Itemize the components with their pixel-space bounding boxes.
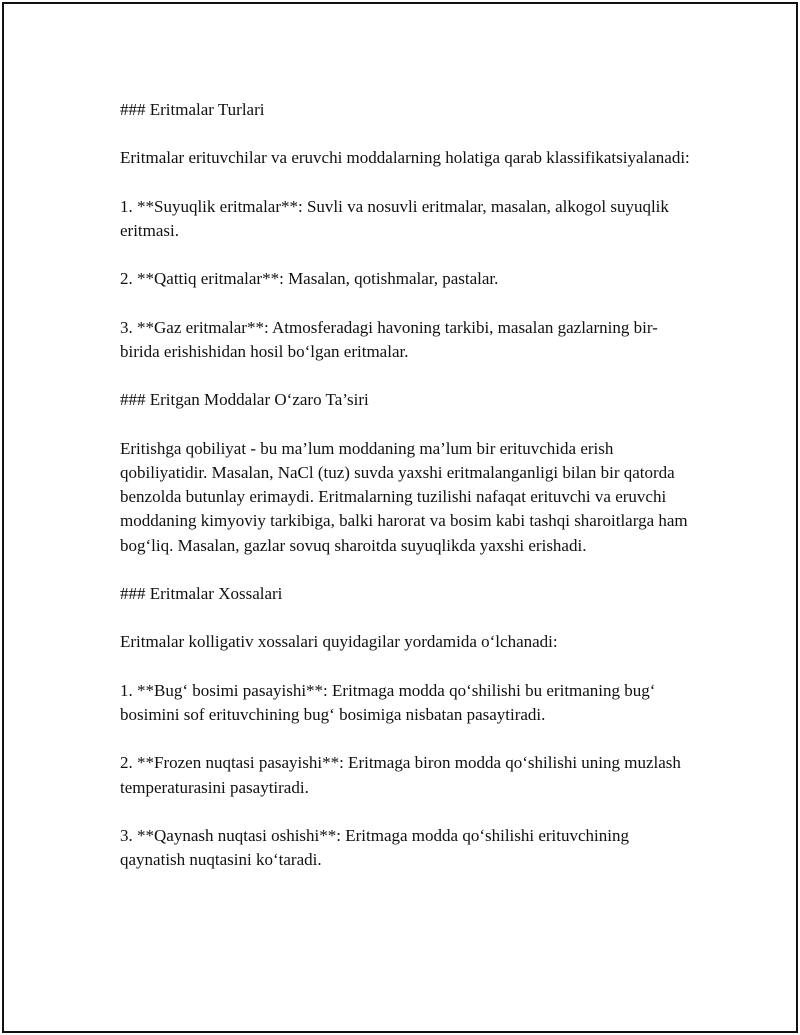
page-frame bbox=[2, 2, 798, 1033]
heading-eritmalar-xossalari: ### Eritmalar Xossalari bbox=[120, 583, 283, 603]
paragraph-kolligativ-xossalar: Eritmalar kolligativ xossalari quyidagilar yordamida o‘lchanadi: bbox=[120, 632, 558, 652]
list-item-suyuqlik-eritmalar: 1. **Suyuqlik eritmalar**: Suvli va nosuvli eritmalar, masalan, alkogol suyuqlik eritmasi. bbox=[120, 196, 669, 240]
document-body bbox=[120, 98, 690, 897]
paragraph-intro-classification: Eritmalar erituvchilar va eruvchi moddalarning holatiga qarab klassifikatsiyalanadi: bbox=[120, 148, 690, 168]
heading-eritgan-moddalar: ### Eritgan Moddalar O‘zaro Ta’siri bbox=[120, 390, 369, 410]
list-item-frozen-nuqtasi: 2. **Frozen nuqtasi pasayishi**: Eritmaga biron modda qo‘shilishi uning muzlash temperaturasini pasaytiradi. bbox=[120, 753, 681, 797]
list-item-gaz-eritmalar: 3. **Gaz eritmalar**: Atmosferadagi havoning tarkibi, masalan gazlarning bir-birida erishishidan hosil bo‘lgan eritmalar. bbox=[120, 317, 658, 361]
paragraph-eritishga-qobiliyat: Eritishga qobiliyat - bu ma’lum moddaning ma’lum bir erituvchida erish qobiliyatidir. Masalan, NaCl (tuz) suvda yaxshi eritmalanganligi bilan bir qatorda benzolda butunlay erimaydi. Eritmalarning tuzilishi nafaqat erituvchi va eruvchi moddaning kimyoviy tarkibiga, balki harorat va bosim kabi tashqi sharoitlarga ham bog‘liq. Masalan, gazlar sovuq sharoitda suyuqlikda yaxshi erishadi. bbox=[120, 438, 688, 555]
list-item-qaynash-nuqtasi: 3. **Qaynash nuqtasi oshishi**: Eritmaga modda qo‘shilishi erituvchining qaynatish nuqtasini ko‘taradi. bbox=[120, 825, 629, 870]
heading-eritmalar-turlari: ### Eritmalar Turlari bbox=[120, 100, 265, 119]
list-item-bug-bosimi: 1. **Bug‘ bosimi pasayishi**: Eritmaga modda qo‘shilishi bu eritmaning bug‘ bosimini sof erituvchining bug‘ bosimiga nisbatan pasaytiradi. bbox=[120, 680, 656, 724]
list-item-qattiq-eritmalar: 2. **Qattiq eritmalar**: Masalan, qotishmalar, pastalar. bbox=[120, 269, 499, 289]
